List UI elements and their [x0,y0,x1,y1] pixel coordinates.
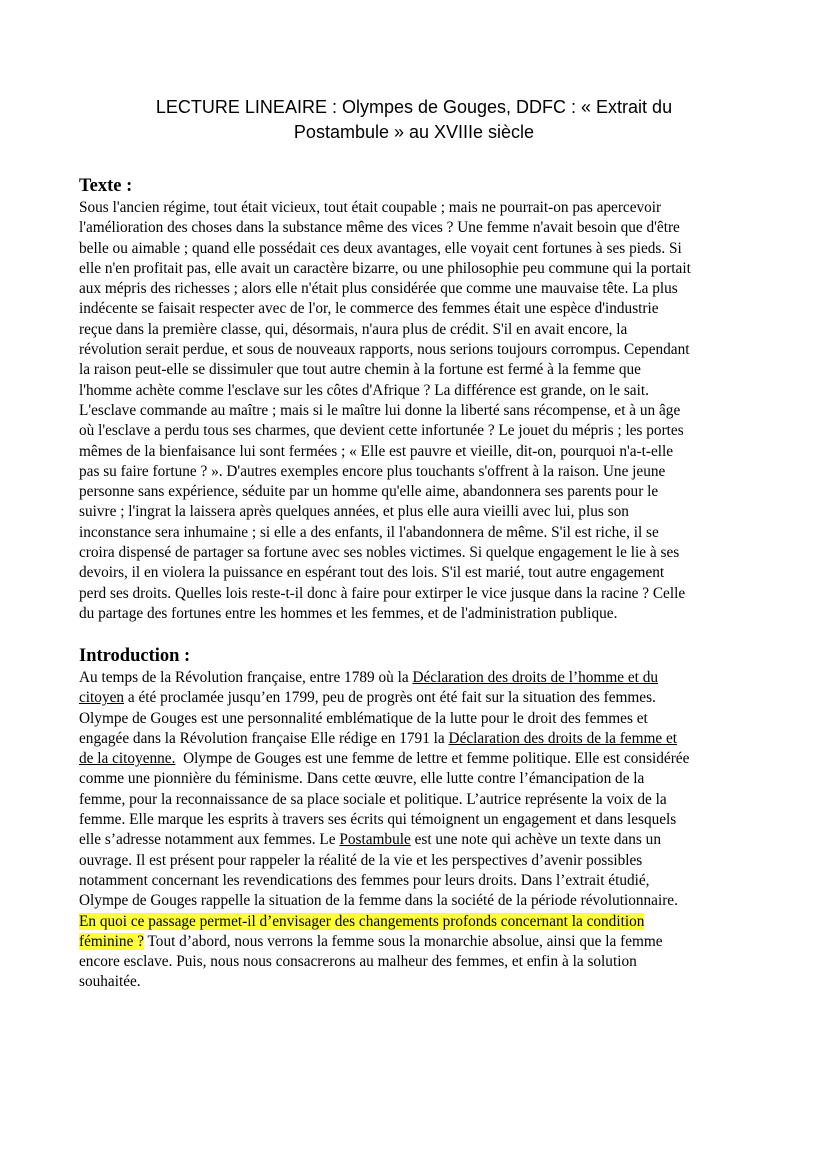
texte-section [79,175,759,624]
texte-line: reçue dans la première classe, qui, désormais, n'aura plus de crédit. S'il en avait encore, la [79,320,628,338]
intro-line [79,749,759,769]
intro-text: a été proclamée jusqu’en 1799, peu de progrès ont été fait sur la situation des femmes. [124,689,656,707]
intro-line: ouvrage. Il est présent pour rappeler la réalité de la vie et les perspectives d’avenir possibles [79,851,643,869]
texte-line: L'esclave commande au maître ; mais si le maître lui donne la liberté sans récompense, et à un âge [79,401,681,419]
texte-line: l'homme achète comme l'esclave sur les côtes d'Afrique ? La différence est grande, on le sait. [79,381,649,399]
texte-line: Sous l'ancien régime, tout était vicieux, tout était coupable ; mais ne pourrait-on pas apercevoir [79,199,662,216]
page-title-line: LECTURE LINEAIRE : Olympes de Gouges, DDFC : « Extrait du [155,97,673,117]
introduction-section [79,645,759,993]
texte-line: perd ses droits. Quelles lois reste-t-il donc à faire pour extirper le vice jusque dans la racine ? Celle [79,584,686,602]
texte-line: où l'esclave a perdu tous ses charmes, que devient cette infortunée ? Le jouet du mépris ; les portes [79,422,684,440]
intro-line: Olympe de Gouges est une personnalité emblématique de la lutte pour le droit des femmes et [79,709,648,727]
intro-line: femme, pour la reconnaissance de sa place sociale et politique. L’autrice représente la voix de la [79,790,667,808]
intro-line: notamment concernant les revendications des femmes pour leurs droits. Dans l’extrait étudié, [79,871,650,889]
page-title-line: Postambule » au XVIIIe siècle [293,122,535,142]
texte-body [79,198,759,624]
intro-text: engagée dans la Révolution française Elle rédige en 1791 la [79,729,449,747]
intro-line: comme une pionnière du féminisme. Dans cette œuvre, elle lutte contre l’émancipation de la [79,770,645,788]
intro-line: femme. Elle marque les esprits à travers ses écrits qui témoignent un engagement et dans lesquels [79,811,677,829]
ddhc-title-underlined: Déclaration des droits de l’homme et du [412,669,658,686]
intro-line [79,830,759,850]
ddhc-title-underlined: citoyen [79,689,125,707]
intro-text: Au temps de la Révolution française, entre 1789 où la [79,669,413,686]
problematique-highlight: En quoi ce passage permet-il d’envisager des changements profonds concernant la condition [79,912,645,930]
introduction-body [79,668,759,993]
texte-line: personne sans expérience, séduite par un homme qu'elle aime, abandonnera ses parents pour le [79,483,659,501]
introduction-heading: Introduction : [79,646,191,666]
intro-text: Olympe de Gouges est une femme de lettre et femme politique. Elle est considérée [175,750,690,768]
intro-line [79,932,759,952]
texte-line: belle ou aimable ; quand elle possédait ces deux avantages, elle voyait cent fortunes à ses pieds. Si [79,239,682,257]
texte-line: elle n'en profitait pas, elle avait un caractère bizarre, ou une philosophie peu commune qui la portait [79,259,691,277]
ddfc-title-underlined: de la citoyenne. [79,750,176,768]
texte-heading: Texte : [79,176,133,196]
texte-line: pas su faire fortune ? ». D'autres exemples encore plus touchants s'offrent à la raison. Une jeune [79,462,666,480]
intro-line [79,668,759,688]
texte-line: devoirs, il en violera la puissance en espérant tout des lois. S'il est marié, tout autre engagement [79,564,665,582]
texte-line: inconstance sera inhumaine ; si elle a des enfants, il l'abandonnera de même. S'il est riche, il se [79,523,659,541]
intro-text: elle s’adresse notamment aux femmes. Le [79,831,340,849]
texte-line: croira dispensé de partager sa fortune avec ses nobles victimes. Si quelque engagement le lie à ses [79,544,680,562]
ddfc-title-underlined: Déclaration des droits de la femme et [448,729,678,747]
intro-text: Tout d’abord, nous verrons la femme sous la monarchie absolue, ainsi que la femme [143,932,663,950]
texte-line: mêmes de la bienfaisance lui sont fermées ; « Elle est pauvre et vieille, dit-on, pourquoi n'a-t-elle [79,442,674,460]
texte-line: l'amélioration des choses dans la substance même des vices ? Une femme n'avait besoin que d'être [79,219,680,237]
intro-text: est une note qui achève un texte dans un [410,831,661,849]
texte-line: la raison peut-elle se dissimuler que tout autre chemin à la fortune est fermé à la femme que [79,361,641,379]
page-title [80,95,748,145]
texte-line: du partage des fortunes entre les hommes et les femmes, et de l'administration publique. [79,604,618,622]
postambule-underlined: Postambule [339,831,411,849]
texte-line: révolution serait perdue, et sous de nouveaux rapports, nous serions toujours corrompus. Cependant [79,341,690,359]
intro-line [79,729,759,749]
texte-line: suivre ; l'ingrat la laissera après quelques années, et plus elle aura vieilli avec lui, plus son [79,503,629,521]
problematique-highlight: féminine ? [79,932,144,950]
intro-line [79,688,759,708]
texte-line: indécente se faisait respecter avec de l'or, le commerce des femmes était une espèce d'industrie [79,300,659,318]
intro-line: Olympe de Gouges rappelle la situation de la femme dans la société de la période révolutionnaire. [79,892,678,910]
intro-line: souhaitée. [79,973,141,991]
texte-line: aux mépris des richesses ; alors elle n'était plus considérée que comme une mauvaise tête. La plus [79,280,678,298]
intro-line: encore esclave. Puis, nous nous consacrerons au malheur des femmes, et enfin à la solution [79,953,637,971]
intro-line [79,912,759,932]
